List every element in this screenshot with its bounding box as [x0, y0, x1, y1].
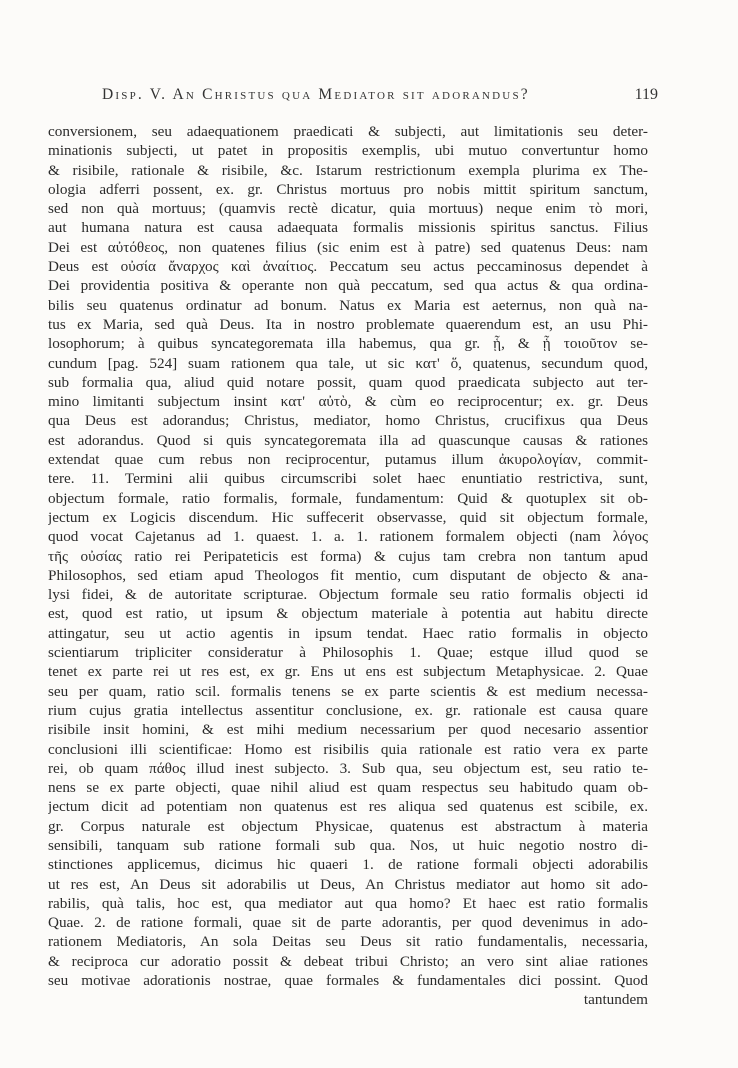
text-line: sed non quà mortuus; (quamvis rectè dicatur, quia mortuus) neque enim τὸ mori,	[48, 200, 648, 218]
catchword: tantundem	[583, 991, 648, 1009]
page-number: 119	[634, 86, 658, 103]
text-line: cundum [pag. 524] suam rationem qua tale, ut sic κατ' ὅ, quatenus, secundum quod,	[48, 354, 648, 372]
text-line: tenet ex parte rei ut res est, ex gr. Ens ut ens est subjectum Metaphysicae. 2. Quae	[48, 663, 648, 681]
text-line: ologia adferri possent, ex. gr. Christus mortuus pro nobis mittit spiritum sanctum,	[48, 180, 648, 198]
text-line: Quae. 2. de ratione formali, quae sit de parte adorantis, per quod devenimus in ado-	[48, 914, 648, 932]
text-line: seu motivae adorationis nostrae, quae formales & fundamentales dici possint. Quod	[48, 972, 648, 990]
text-line: scientiarum tripliciter consideratur à Philosophis 1. Quae; estque illud quod se	[48, 644, 648, 662]
body-text	[48, 122, 648, 1010]
text-line: extendat quae cum rebus non reciprocentur, putamus illum ἀκυρολογίαν, commit-	[48, 451, 648, 469]
text-line: Dei est αὐτόθεος, non quatenes filius (sic enim est à patre) sed quatenus Deus: nam	[48, 238, 648, 256]
text-line: losophorum; à quibus syncategoremata illa habemus, qua gr. ᾗ, & ᾗ τοιοῦτον se-	[48, 335, 648, 353]
text-line: seu per quam, ratio scil. formalis tenens se ex parte scientis & est medium necessa-	[48, 682, 648, 700]
text-line: Philosophos, sed etiam apud Theologos fit mentio, cum disputant de objecto & ana-	[48, 566, 648, 584]
text-line: aut humana natura est causa adaequata formalis missionis spiritus sanctus. Filius	[48, 219, 648, 237]
text-line: est, quod est ratio, ut ipsum & objectum materiale à potentia aut habitu directe	[48, 605, 648, 623]
text-line: nens se ex parte objecti, quae nihil aliud est quam respectus seu habitudo quam ob-	[48, 779, 648, 797]
running-header	[102, 86, 658, 106]
text-line: rei, ob quam πάθος illud inest subjecto. 3. Sub qua, seu objectum est, seu ratio te-	[48, 759, 648, 777]
text-line: ut res est, An Deus sit adorabilis ut Deus, An Christus mediator aut homo sit ado-	[48, 875, 648, 893]
text-line: mino limitanti subjectum insint κατ' αὐτὸ, & cùm eo reciprocentur; ex. gr. Deus	[48, 393, 648, 411]
text-line: τῆς οὐσίας ratio rei Peripateticis est forma) & cujus tam crebra non tantum apud	[48, 547, 648, 565]
text-line: & reciproca cur adoratio possit & debeat tribui Christo; an vero sint aliae rationes	[48, 952, 648, 970]
text-line: bilis seu quatenus ordinatur ad bonum. Natus ex Maria est aeternus, non quà na-	[48, 296, 648, 314]
text-line: stinctiones applicemus, dicimus hic quaeri 1. de ratione formali objecti adorabilis	[48, 856, 648, 874]
text-line: lysi fidei, & de autoritate scripturae. Objectum formale seu ratio formalis objecti id	[48, 586, 648, 604]
text-line: risibile insit homini, & est mihi medium necessarium per quod necesario assentior	[48, 721, 648, 739]
text-line: conversionem, seu adaequationem praedicati & subjecti, aut limitationis seu deter-	[48, 123, 648, 140]
text-line: conclusioni illi scientificae: Homo est risibilis quia rationale est ratio vera ex parte	[48, 740, 648, 758]
text-line: sensibili, tanquam sub ratione formali sub qua. Nos, ut huic negotio nostro di-	[48, 836, 648, 854]
text-line: jectum ex Logicis discendum. Hic suffecerit observasse, quid sit objectum formale,	[48, 508, 648, 526]
text-line: rationem Mediatoris, An sola Deitas seu Deus sit ratio fundamentalis, necessaria,	[48, 933, 648, 951]
text-line: attingatur, seu ut actio agentis in ipsum tendat. Haec ratio formalis in objecto	[48, 624, 648, 642]
text-line: sub formalia qua, aliud quid notare possit, quam quod praedicata subjecto aut ter-	[48, 373, 648, 391]
text-line: tere. 11. Termini alii quibus circumscribi solet haec enuntiatio restrictiva, sunt,	[48, 470, 648, 488]
text-line: rabilis, quà talis, hoc est, qua mediator aut qua homo? Et haec est ratio formalis	[48, 894, 648, 912]
running-title: Disp. V. An Christus qua Mediator sit adorandus?	[102, 86, 530, 103]
text-line: & risibile, rationale & risibile, &c. Istarum restrictionum exempla plurima ex The-	[48, 161, 648, 179]
text-line: objectum formale, ratio formalis, formale, fundamentum: Quid & quotuplex sit ob-	[48, 489, 648, 507]
text-line: gr. Corpus naturale est objectum Physicae, quatenus est abstractum à materia	[48, 817, 648, 835]
text-line: quod vocat Cajetanus ad 1. quaest. 1. a. 1. rationem formalem objecti (nam λόγος	[48, 528, 648, 546]
text-line: jectum dicit ad potentiam non quatenus est res aliqua sed quatenus est scibile, ex.	[48, 798, 648, 816]
text-line: rium cujus gratia intellectus assentitur conclusione, ex. gr. rationale est causa quare	[48, 701, 648, 719]
text-line: Dei providentia positiva & operante non quà peccatum, sed qua actus & qua ordina-	[48, 277, 648, 295]
text-line: tus ex Maria, sed quà Deus. Ita in nostro problemate quaerendum est, an usu Phi-	[48, 315, 648, 333]
text-line: minationis subjecti, ut patet in propositis exemplis, ubi mutuo convertuntur homo	[48, 142, 648, 160]
text-line: Deus est οὐσία ἄναρχος καὶ ἀναίτιος. Peccatum seu actus peccaminosus dependet à	[48, 258, 648, 276]
text-line: est adorandus. Quod si quis syncategoremata illa ad quascunque causas & rationes	[48, 431, 648, 449]
text-line: qua Deus est adorandus; Christus, mediator, homo Christus, crucifixus qua Deus	[48, 412, 648, 430]
